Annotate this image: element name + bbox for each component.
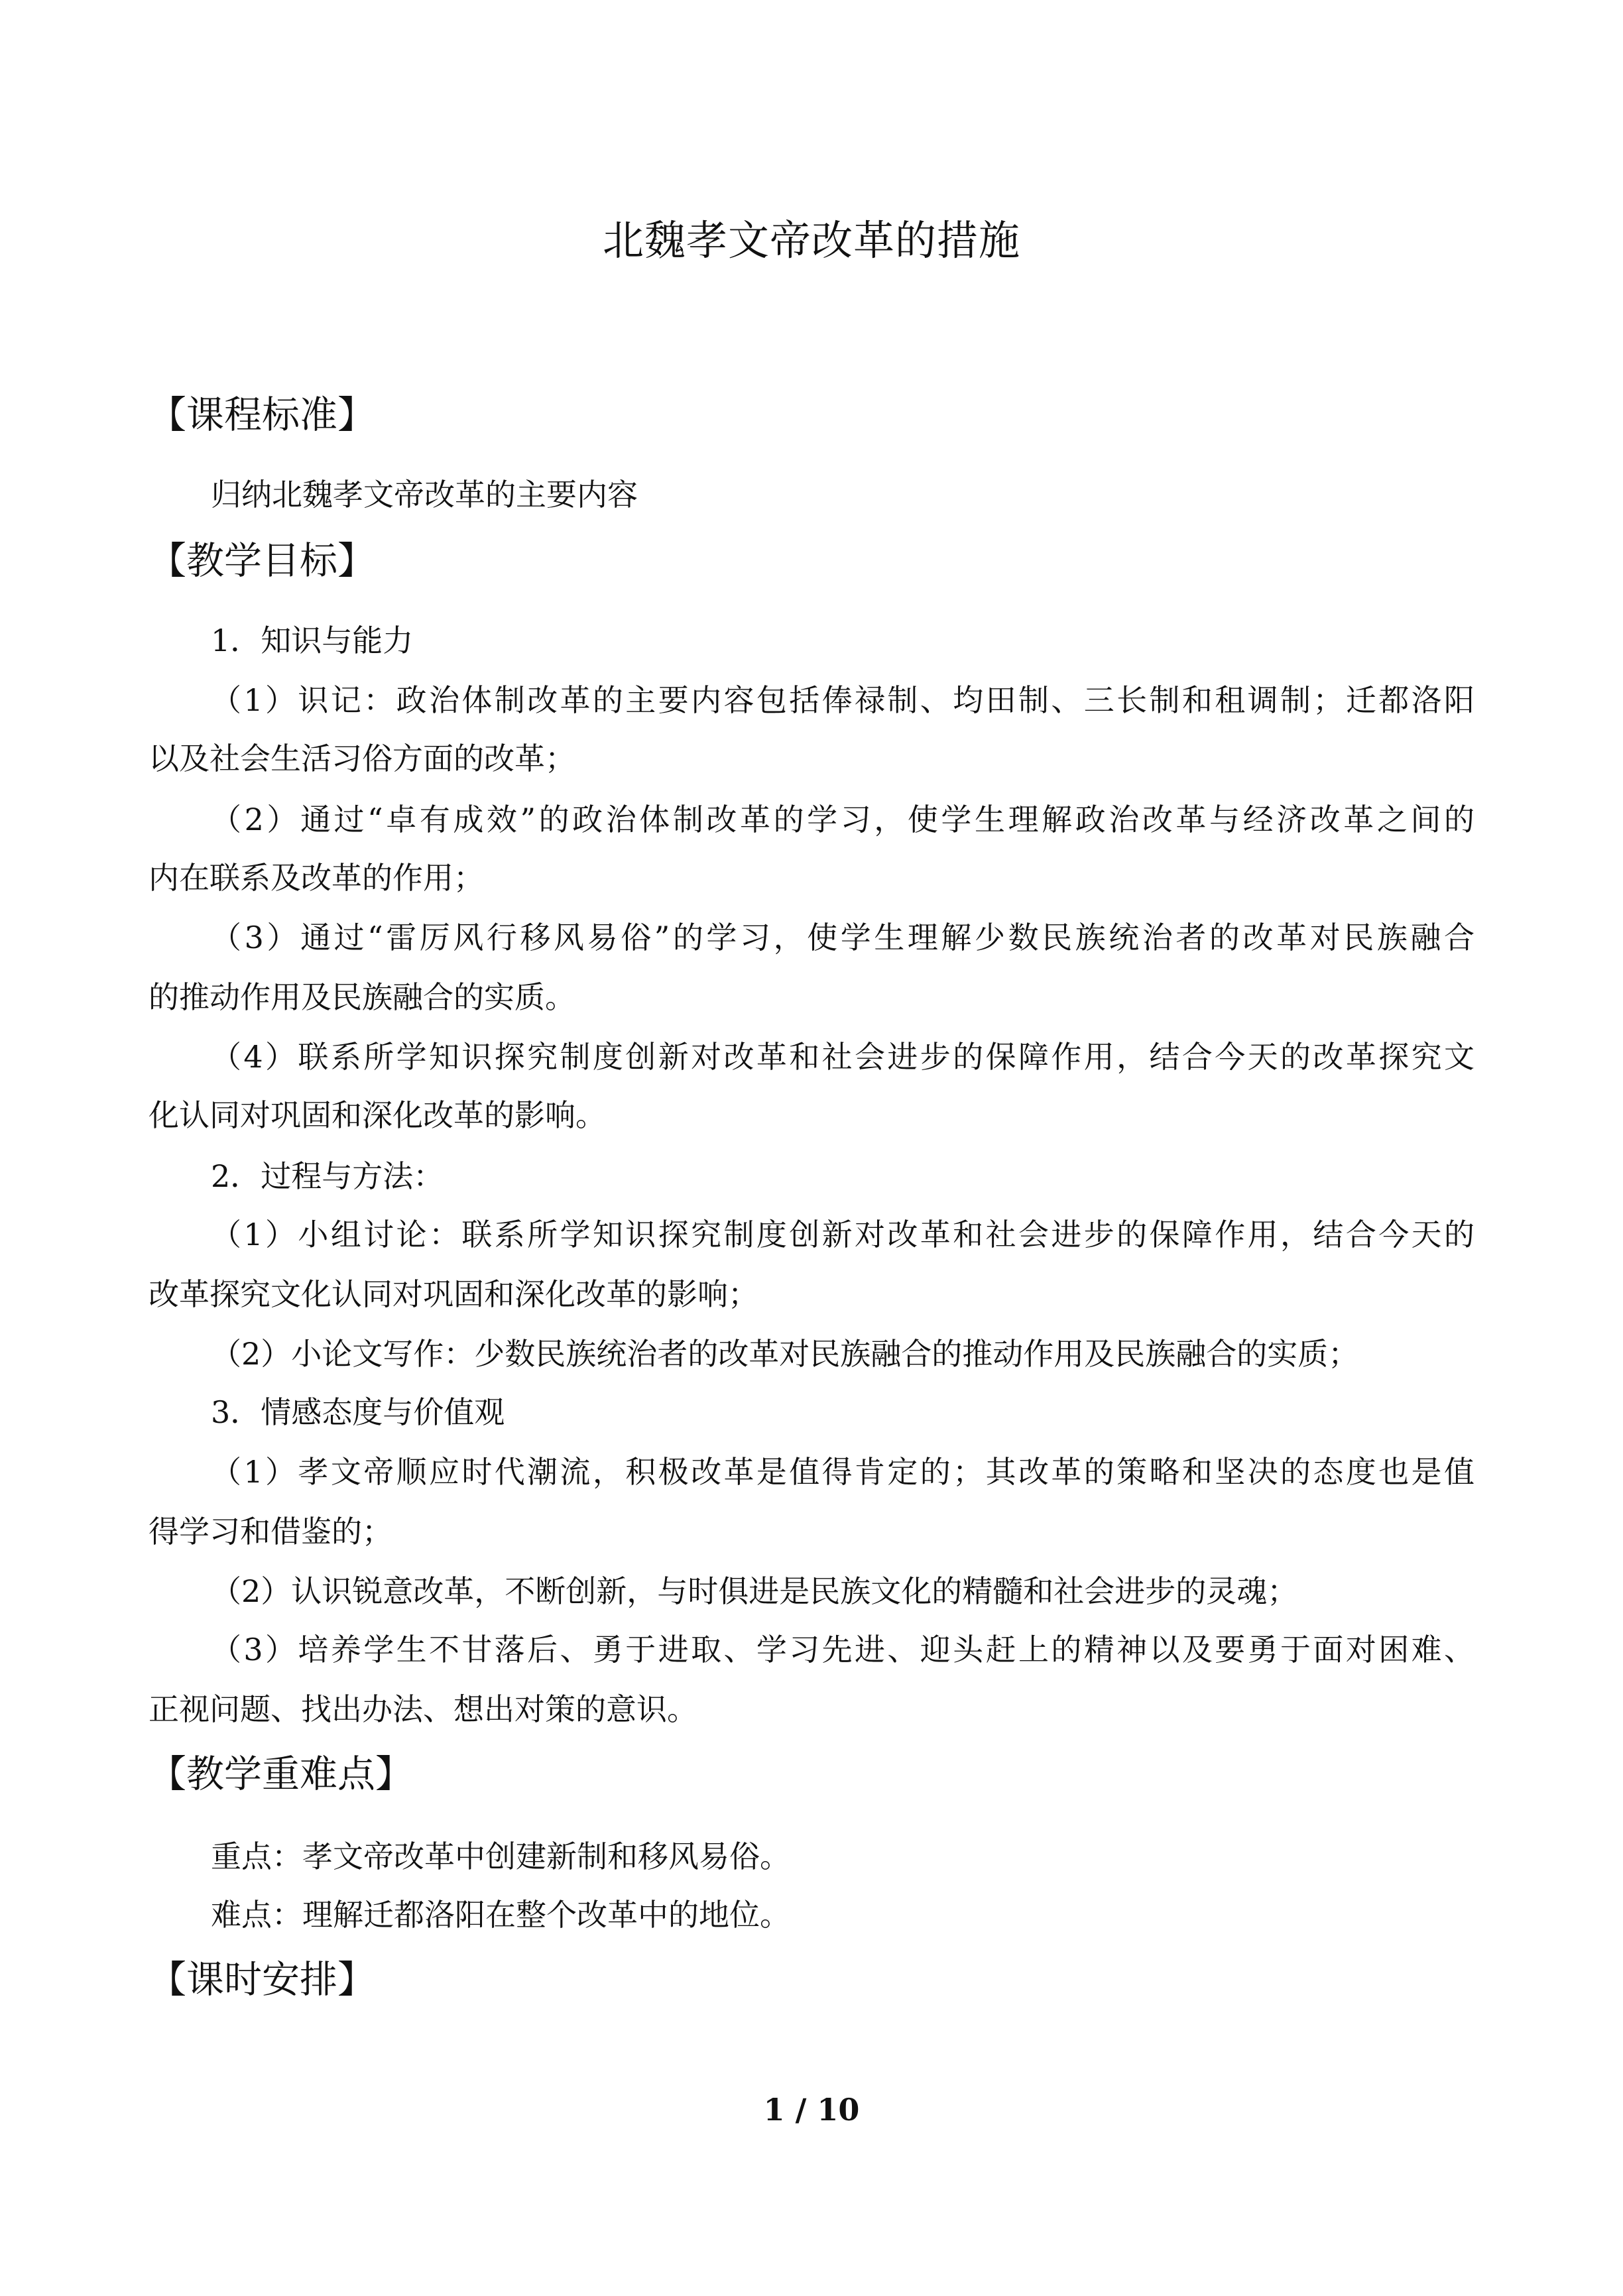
paragraph-line: 归纳北魏孝文帝改革的主要内容 [211, 477, 638, 513]
paragraph-line: （2）通过“卓有成效”的政治体制改革的学习，使学生理解政治改革与经济改革之间的 [211, 802, 1474, 837]
paragraph-line: （3）培养学生不甘落后、勇于进取、学习先进、迎头赶上的精神以及要勇于面对困难、 [211, 1632, 1474, 1667]
paragraph-line: 化认同对巩固和深化改革的影响。 [149, 1097, 606, 1133]
paragraph-line: （3）通过“雷厉风行移风易俗”的学习，使学生理解少数民族统治者的改革对民族融合 [211, 920, 1474, 955]
paragraph-line: 以及社会生活习俗方面的改革； [149, 741, 575, 776]
document-title: 北魏孝文帝改革的措施 [602, 216, 1020, 265]
paragraph-line: （1）识记：政治体制改革的主要内容包括俸禄制、均田制、三长制和租调制；迁都洛阳 [211, 682, 1474, 718]
paragraph-line: （1）孝文帝顺应时代潮流，积极改革是值得肯定的；其改革的策略和坚决的态度也是值 [211, 1454, 1474, 1490]
paragraph-line: 改革探究文化认同对巩固和深化改革的影响； [149, 1276, 758, 1312]
section-heading-key-points: 【教学重难点】 [149, 1752, 413, 1796]
paragraph-line: （4）联系所学知识探究制度创新对改革和社会进步的保障作用，结合今天的改革探究文 [211, 1039, 1474, 1075]
paragraph-line: （2）小论文写作：少数民族统治者的改革对民族融合的推动作用及民族融合的实质； [211, 1336, 1359, 1372]
section-heading-objectives: 【教学目标】 [149, 539, 375, 583]
paragraph-line: （2）认识锐意改革，不断创新，与时俱进是民族文化的精髓和社会进步的灵魂； [211, 1573, 1298, 1609]
paragraph-line: 重点：孝文帝改革中创建新制和移风易俗。 [211, 1839, 790, 1874]
paragraph-line: 得学习和借鉴的； [149, 1514, 392, 1549]
paragraph-line: 3．情感态度与价值观 [211, 1394, 505, 1430]
paragraph-line: 难点：理解迁都洛阳在整个改革中的地位。 [211, 1897, 790, 1933]
section-heading-schedule: 【课时安排】 [149, 1958, 375, 2002]
section-heading-standard: 【课程标准】 [149, 393, 375, 437]
paragraph-line: 1．知识与能力 [211, 623, 414, 658]
paragraph-line: （1）小组讨论：联系所学知识探究制度创新对改革和社会进步的保障作用，结合今天的 [211, 1217, 1474, 1252]
paragraph-line: 2．过程与方法： [211, 1158, 444, 1194]
paragraph-line: 的推动作用及民族融合的实质。 [149, 979, 575, 1015]
paragraph-line: 内在联系及改革的作用； [149, 860, 484, 896]
page-number: 1 / 10 [763, 2092, 860, 2128]
paragraph-line: 正视问题、找出办法、想出对策的意识。 [149, 1691, 697, 1727]
